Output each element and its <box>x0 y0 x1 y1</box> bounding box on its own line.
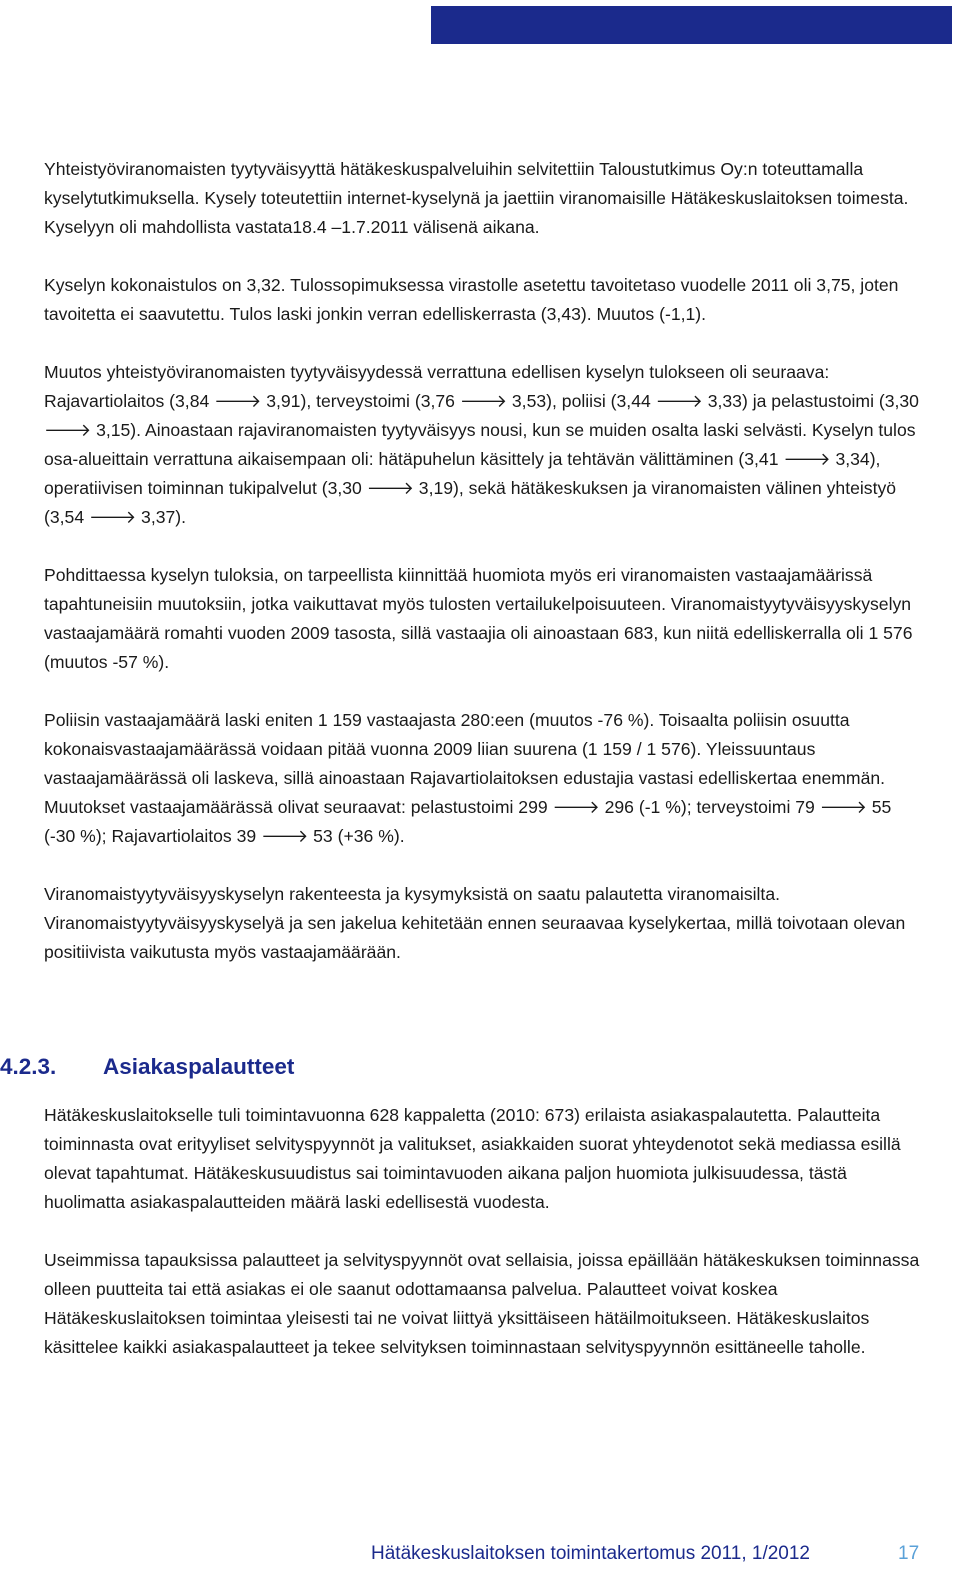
header-bar <box>431 6 952 44</box>
paragraph-survey-intro: Yhteistyöviranomaisten tyytyväisyyttä hätäkeskuspalveluihin selvitettiin Taloustutkimus Oy:n toteuttamalla kyselytutkimuksella. Kysely toteutettiin internet-kyselynä ja jaettiin viranomaisille Hätäkeskuslaitoksen toimesta. Kyselyyn oli mahdollista vastata18.4 –1.7.2011 välisenä aikana. <box>44 159 909 237</box>
footer-title: Hätäkeskuslaitoksen toimintakertomus 2011, 1/2012 <box>371 1543 811 1564</box>
paragraph-respondent-count: Pohdittaessa kyselyn tuloksia, on tarpeellista kiinnittää huomiota myös eri viranomaisten vastaajamäärissä tapahtuneisiin muutoksiin, jotka vaikuttavat myös tulosten vertailukelpoisuuteen. Viranomaistyytyväisyyskyselyn vastaajamäärä romahti vuoden 2009 tasosta, sillä vastaajia oli ainoastaan 683, kun niitä edelliskerralla oli 1 576 (muutos -57 %). <box>44 565 913 672</box>
section-number: 4.2.3. <box>0 1054 57 1079</box>
section-title: Asiakaspalautteet <box>103 1054 295 1079</box>
main-content <box>44 155 924 967</box>
paragraph-feedback-handling: Useimmissa tapauksissa palautteet ja selvityspyynnöt ovat sellaisia, joissa epäillään hätäkeskuksen toiminnassa olleen puutteita tai että asiakas ei ole saanut odottamaansa palvelua. Palautteet voivat koskea Hätäkeskuslaitoksen toimintaa yleisesti tai ne voivat liittyä yksittäiseen hätäilmoitukseen. Hätäkeskuslaitos käsittelee kaikki asiakaspalautteet ja tekee selvityksen toiminnastaan selvityspyynnön esittäneelle taholle. <box>44 1250 920 1357</box>
paragraph-customer-feedback: Hätäkeskuslaitokselle tuli toimintavuonna 628 kappaletta (2010: 673) erilaista asiakaspalautetta. Palautteita toiminnasta ovat erityyliset selvityspyynnöt ja valitukset, asiakkaiden suorat yhteydenotot sekä mediassa esillä olevat tapahtumat. Hätäkeskusuudistus sai toimintavuoden aikana paljon huomiota julkisuudessa, tästä huolimatta asiakaspalautteiden määrä laski edellisestä vuodesta. <box>44 1105 901 1212</box>
paragraph-feedback-development: Viranomaistyytyväisyyskyselyn rakenteesta ja kysymyksistä on saatu palautetta viranomaisilta. Viranomaistyytyväisyyskyselyä ja sen jakelua kehitetään ennen seuraavaa kyselykertaa, millä toivotaan olevan positiivista vaikutusta myös vastaajamäärään. <box>44 884 906 962</box>
paragraph-total-result: Kyselyn kokonaistulos on 3,32. Tulossopimuksessa virastolle asetettu tavoitetaso vuodelle 2011 oli 3,75, joten tavoitetta ei saavutettu. Tulos laski jonkin verran edelliskerrasta (3,43). Muutos (-1,1). <box>44 275 899 324</box>
section-content <box>44 1101 924 1362</box>
page-footer <box>0 1543 960 1569</box>
paragraph-police-respondents: Poliisin vastaajamäärä laski eniten 1 159 vastaajasta 280:een (muutos -76 %). Toisaalta poliisin osuutta kokonaisvastaajamäärässä voidaan pitää vuonna 2009 liian suurena (1 159 / 1 576). Yleissuuntaus vastaajamäärässä oli laskeva, sillä ainoastaan Rajavartiolaitoksen edustajia vastasi edelliskertaa enemmän. Muutokset vastaajamäärässä olivat seuraavat: pelastustoimi 299 🡒 296 (-1 %); terveystoimi 79 🡒 55 (-30 %); Rajavartiolaitos 39 🡒 53 (+36 %). <box>44 710 892 846</box>
paragraph-satisfaction-change: Muutos yhteistyöviranomaisten tyytyväisyydessä verrattuna edellisen kyselyn tulokseen oli seuraava: Rajavartiolaitos (3,84 🡒 3,91), terveystoimi (3,76 🡒 3,53), poliisi (3,44 🡒 3,33) ja pelastustoimi (3,30 🡒 3,15). Ainoastaan rajaviranomaisten tyytyväisyys nousi, kun se muiden osalta laski selvästi. Kyselyn tulos osa-alueittain verrattuna aikaisempaan oli: hätäpuhelun käsittely ja tehtävän välittäminen (3,41 🡒 3,34), operatiivisen toiminnan tukipalvelut (3,30 🡒 3,19), sekä hätäkeskuksen ja viranomaisten välinen yhteistyö (3,54 🡒 3,37). <box>44 362 919 527</box>
page-number: 17 <box>898 1543 920 1564</box>
section-heading <box>0 1054 294 1080</box>
